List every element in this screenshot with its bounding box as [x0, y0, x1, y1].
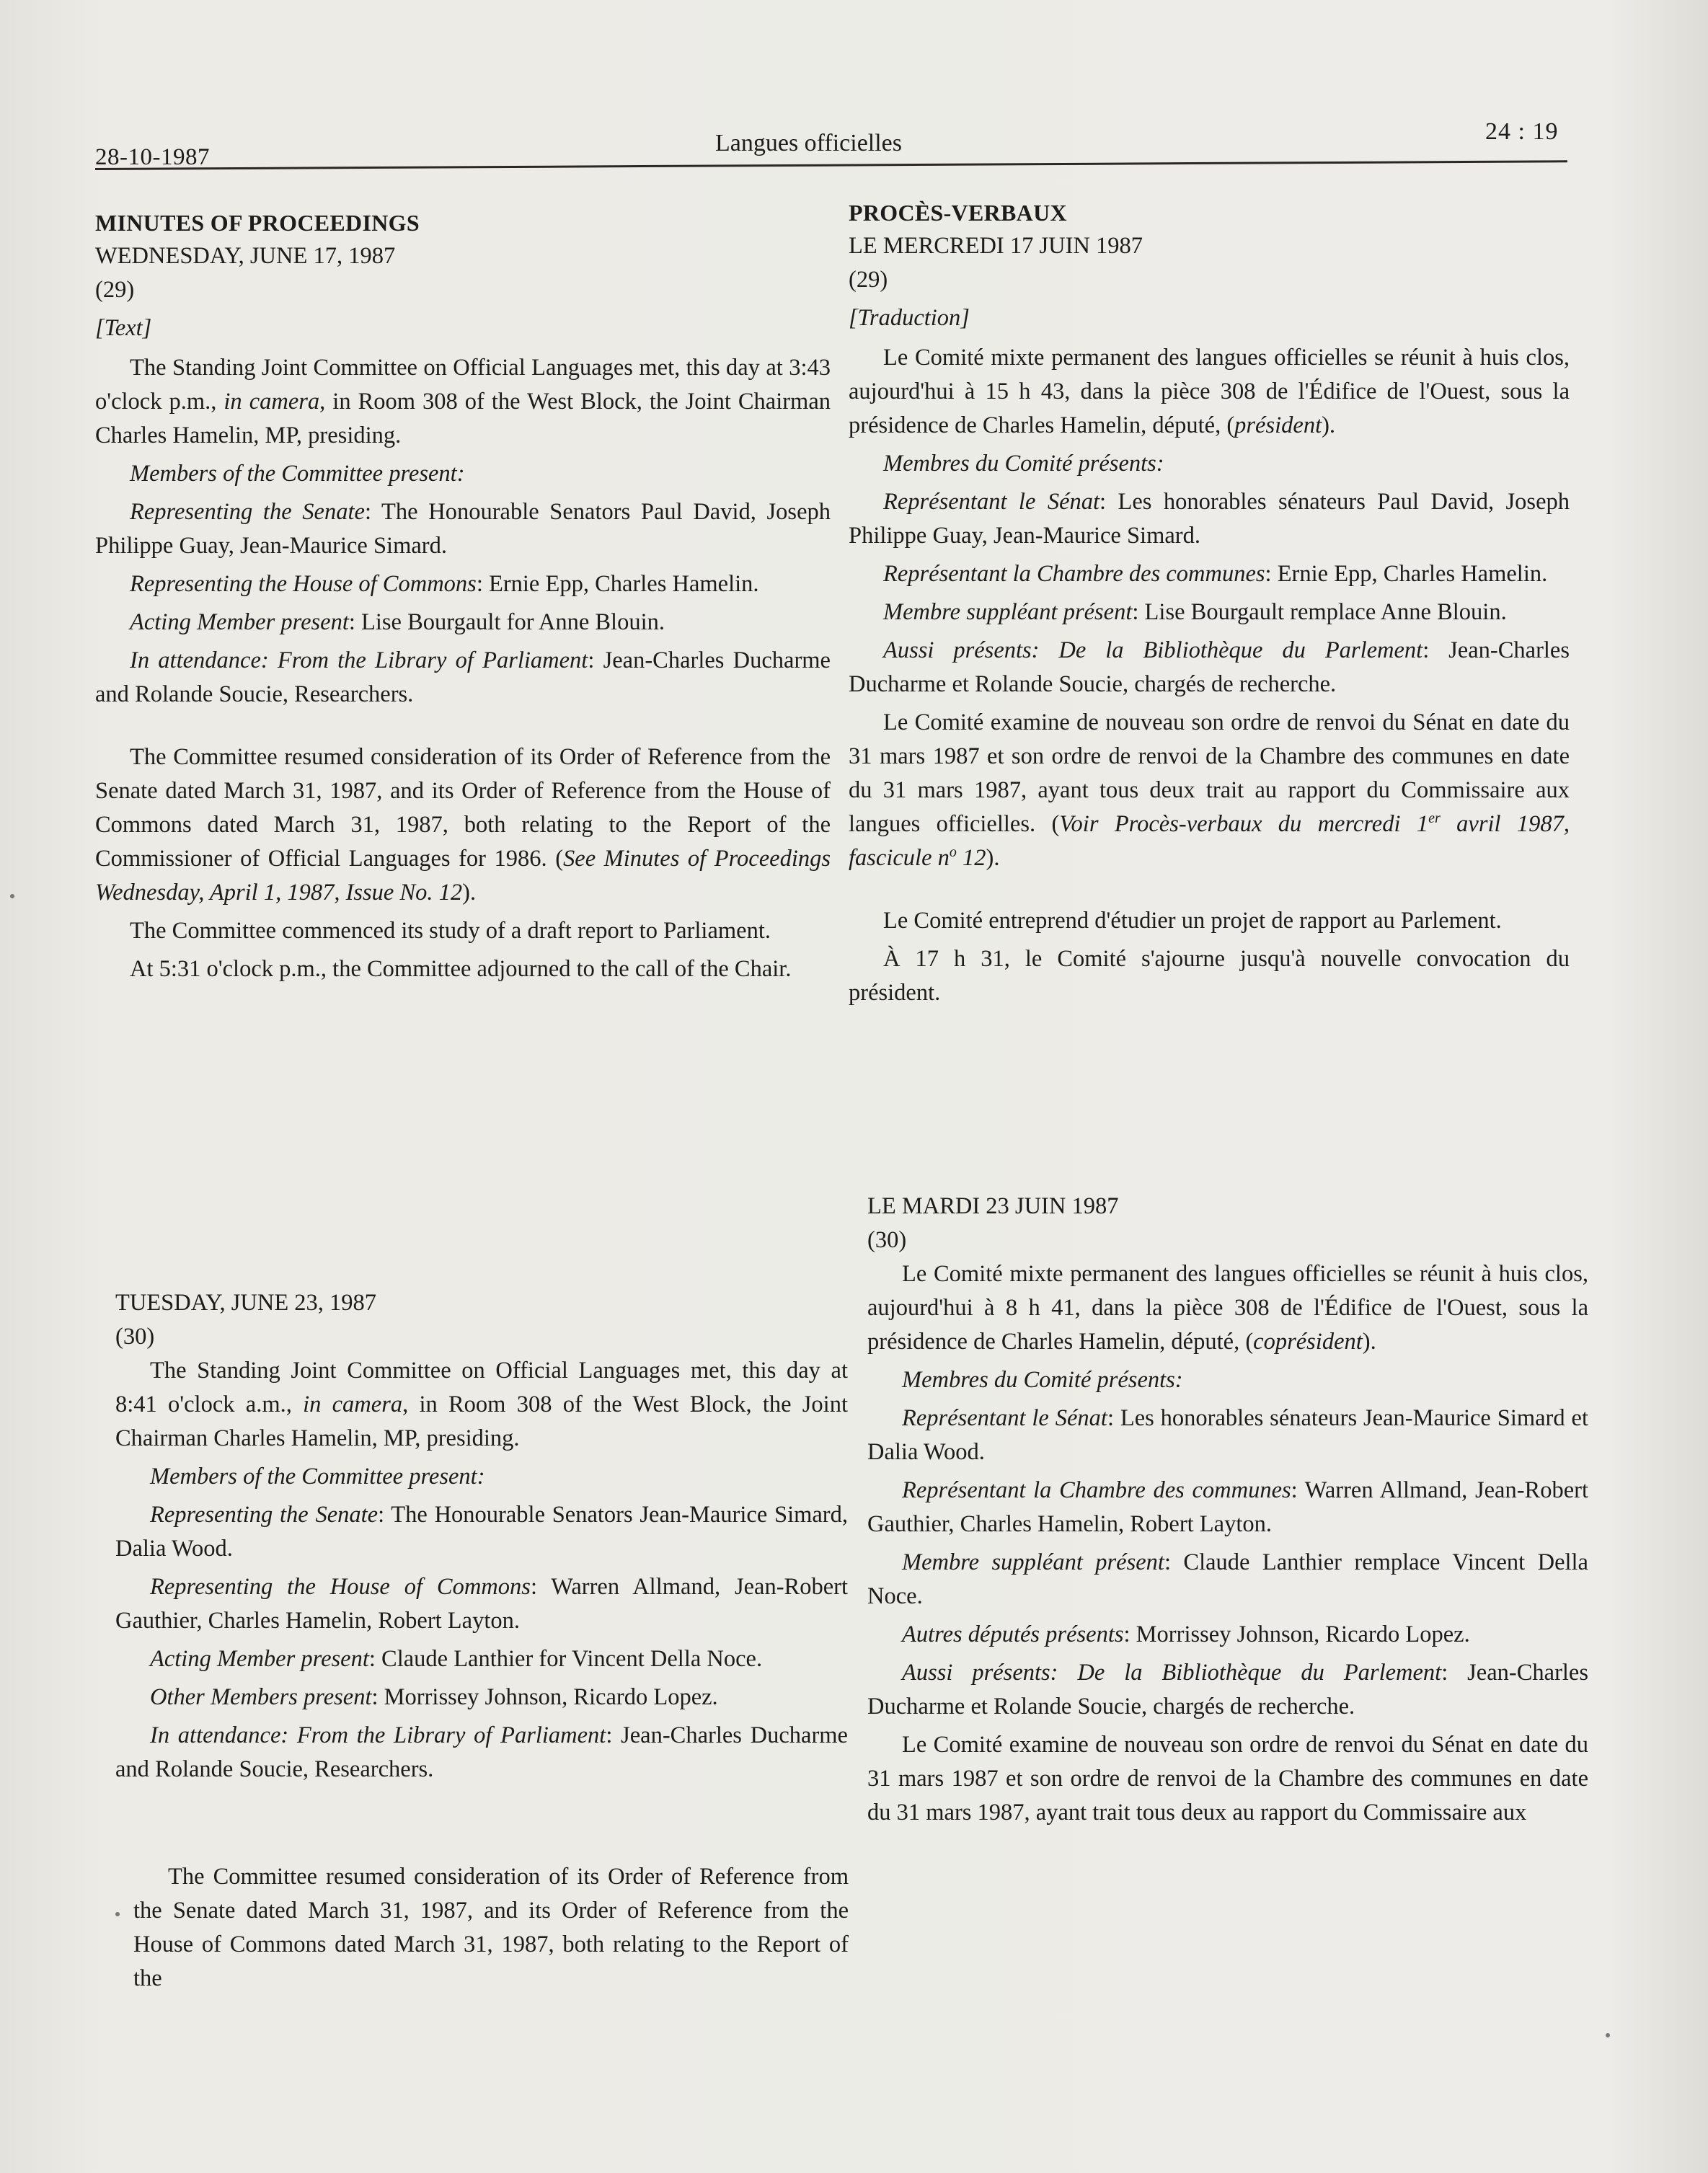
- en-m2-p1-a: The Standing Joint Committee on Official Languages met, this day at 8:41 o'clock a.m.,: [115, 1358, 848, 1417]
- fr-m1-p2-b: Voir Procès-verbaux du mercredi 1: [1059, 811, 1429, 837]
- spacer: [849, 880, 1570, 904]
- english-heading: MINUTES OF PROCEEDINGS: [95, 210, 420, 236]
- fr-m2-acting: [867, 1546, 1588, 1614]
- fr-m1-attendance: [849, 634, 1570, 702]
- en-m1-senate: [95, 495, 831, 563]
- en-m2-house: [115, 1570, 848, 1638]
- en-m1-acting-names: : Lise Bourgault for Anne Blouin.: [348, 609, 665, 635]
- fr-m1-resumed: [849, 706, 1570, 875]
- en-meeting-29-opening: [95, 351, 831, 453]
- en-m1-p2-a: The Committee resumed consideration of its Order of Reference from the Senate dated March 31, 1987, and its Order of Reference from the House of Commons dated March 31, 1987, both relating to the Report of the Commissioner of Official Languages for 1986. (: [95, 744, 831, 872]
- fr-translation-tag-label: [Traduction]: [849, 305, 970, 331]
- fr-m1-house-label: Représentant la Chambre des communes: [883, 561, 1265, 587]
- en-m1-study: The Committee commenced its study of a draft report to Parliament.: [130, 918, 771, 944]
- fr-translation-tag: [849, 301, 1570, 335]
- en-text-tag: [95, 311, 831, 345]
- fr-m2-house: [867, 1474, 1588, 1541]
- fr-meeting-30-date: LE MARDI 23 JUIN 1987: [867, 1193, 1119, 1219]
- fr-m2-att-label: Aussi présents: [902, 1660, 1050, 1686]
- en-m2-att-names: : Jean-Charles Ducharme and Rolande Soucie, Researchers.: [115, 1722, 848, 1782]
- en-m1-p2-c: ).: [462, 880, 477, 906]
- en-m2-house-names: : Warren Allmand, Jean-Robert Gauthier, Charles Hamelin, Robert Layton.: [115, 1574, 848, 1634]
- fr-m1-study: Le Comité entreprend d'étudier un projet de rapport au Parlement.: [883, 908, 1502, 934]
- en-m2-members-heading: Members of the Committee present:: [150, 1464, 485, 1490]
- fr-m2-p1-c: ).: [1362, 1329, 1376, 1355]
- en-m1-house-names: : Ernie Epp, Charles Hamelin.: [476, 571, 759, 597]
- en-m1-p1-b: in camera: [224, 389, 320, 415]
- en-meeting-30-date: TUESDAY, JUNE 23, 1987: [115, 1290, 377, 1316]
- french-column-tuesday: [867, 1190, 1588, 1834]
- fr-m1-p2-c: avril 1987, fascicule n: [849, 811, 1570, 871]
- en-m1-house: [95, 567, 831, 601]
- en-m2-att-source: : From the Library of Parliament: [280, 1722, 606, 1748]
- fr-m2-attendance: [867, 1656, 1588, 1724]
- header-page-number: 24 : 19: [1485, 118, 1559, 145]
- en-m2-other-label: Other Members present: [150, 1684, 372, 1710]
- en-m1-senate-names: : The Honourable Senators Paul David, Joseph Philippe Guay, Jean-Maurice Simard.: [95, 499, 831, 559]
- fr-m2-other-label: Autres députés présents: [902, 1621, 1124, 1647]
- en-meeting-30-opening: [115, 1354, 848, 1456]
- en-text-tag-label: [Text]: [95, 315, 152, 341]
- fr-m1-p2-sup2: o: [949, 844, 957, 861]
- english-column-tuesday: [115, 1286, 848, 1791]
- fr-m2-other-names: : Morrissey Johnson, Ricardo Lopez.: [1123, 1621, 1470, 1647]
- fr-m1-senate-names: : Les honorables sénateurs Paul David, Joseph Philippe Guay, Jean-Maurice Simard.: [849, 489, 1570, 549]
- en-meeting-29-date: WEDNESDAY, JUNE 17, 1987: [95, 243, 396, 269]
- spacer: [95, 716, 831, 740]
- fr-meeting-29-date: LE MERCREDI 17 JUIN 1987: [849, 233, 1143, 259]
- fr-m1-p1-a: Le Comité mixte permanent des langues officielles se réunit à huis clos, aujourd'hui à 15 h 43, dans la pièce 308 de l'Édifice de l'Ouest, sous la présidence de Charles Hamelin, député, (: [849, 345, 1570, 438]
- en-m1-p1-c: , in Room 308 of the West Block, the Joint Chairman Charles Hamelin, MP, presiding.: [95, 389, 831, 448]
- en-m1-p2-b: See Minutes of Proceedings Wednesday, April 1, 1987, Issue No. 12: [95, 846, 831, 906]
- en-m1-att-names: : Jean-Charles Ducharme and Rolande Soucie, Researchers.: [95, 647, 831, 707]
- fr-m2-senate-label: Représentant le Sénat: [902, 1405, 1107, 1431]
- en-m2-p1-b: in camera: [303, 1391, 403, 1417]
- english-column-continued: [133, 1860, 849, 2000]
- en-m2-attendance: [115, 1719, 848, 1787]
- en-m1-att-source: : From the Library of Parliament: [260, 647, 588, 673]
- en-m2-resumed: The Committee resumed consideration of its Order of Reference from the Senate dated March 31, 1987, and its Order of Reference from the House of Commons dated March 31, 1987, both relating to the Report of the: [133, 1864, 849, 1991]
- fr-m2-acting-names: : Claude Lanthier remplace Vincent Della Noce.: [867, 1549, 1588, 1609]
- en-m2-acting-label: Acting Member present: [150, 1646, 369, 1672]
- en-m1-resumed: [95, 740, 831, 910]
- en-m2-other: [115, 1681, 848, 1714]
- scan-speck: [115, 1912, 120, 1916]
- fr-meeting-29-opening: [849, 341, 1570, 443]
- en-m2-acting-names: : Claude Lanthier for Vincent Della Noce.: [368, 1646, 763, 1672]
- fr-m2-house-names: : Warren Allmand, Jean-Robert Gauthier, Charles Hamelin, Robert Layton.: [867, 1477, 1588, 1537]
- en-m1-attendance: [95, 644, 831, 712]
- fr-m1-adjourned: À 17 h 31, le Comité s'ajourne jusqu'à nouvelle convocation du président.: [849, 946, 1570, 1006]
- fr-meeting-29-number: (29): [849, 267, 888, 293]
- fr-m2-resumed: Le Comité examine de nouveau son ordre de renvoi du Sénat en date du 31 mars 1987 et son ordre de renvoi de la Chambre des communes en date du 31 mars 1987, ayant trait tous deux au rapport du Commissaire aux: [867, 1732, 1588, 1825]
- fr-m2-senate-names: : Les honorables sénateurs Jean-Maurice Simard et Dalia Wood.: [867, 1405, 1588, 1465]
- fr-meeting-30-number: (30): [867, 1227, 907, 1253]
- fr-m1-acting-names: : Lise Bourgault remplace Anne Blouin.: [1132, 599, 1507, 625]
- fr-m1-acting-label: Membre suppléant présent: [883, 599, 1133, 625]
- fr-m2-p1-a: Le Comité mixte permanent des langues officielles se réunit à huis clos, aujourd'hui à 8 h 41, dans la pièce 308 de l'Édifice de l'Ouest, sous la présidence de Charles Hamelin, député, (: [867, 1261, 1588, 1355]
- en-m1-house-label: Representing the House of Commons: [130, 571, 477, 597]
- fr-m1-members-heading: Membres du Comité présents:: [883, 451, 1164, 477]
- fr-m1-senate: [849, 485, 1570, 553]
- fr-m1-att-names: : Jean-Charles Ducharme et Rolande Soucie, chargés de recherche.: [849, 637, 1570, 697]
- en-m2-house-label: Representing the House of Commons: [150, 1574, 531, 1600]
- fr-m2-att-source: : De la Bibliothèque du Parlement: [1050, 1660, 1442, 1686]
- en-meeting-30-number: (30): [115, 1324, 155, 1350]
- fr-m1-att-source: : De la Bibliothèque du Parlement: [1031, 637, 1423, 663]
- en-m2-senate-names: : The Honourable Senators Jean-Maurice Simard, Dalia Wood.: [115, 1502, 848, 1562]
- en-m1-adjourned: At 5:31 o'clock p.m., the Committee adjourned to the call of the Chair.: [130, 956, 792, 982]
- fr-m2-p1-b: coprésident: [1253, 1329, 1363, 1355]
- en-m2-acting: [115, 1642, 848, 1676]
- en-m1-att-label: In attendance: [130, 647, 261, 673]
- header-title: Langues officielles: [715, 130, 903, 156]
- fr-m2-house-label: Représentant la Chambre des communes: [902, 1477, 1291, 1503]
- en-m1-p1-a: The Standing Joint Committee on Official Languages met, this day at 3:43 o'clock p.m.,: [95, 355, 831, 415]
- en-m2-att-label: In attendance: [150, 1722, 281, 1748]
- scan-speck: [10, 894, 14, 898]
- fr-m1-acting: [849, 596, 1570, 629]
- fr-m2-att-names: : Jean-Charles Ducharme et Rolande Soucie, chargés de recherche.: [867, 1660, 1588, 1720]
- fr-m2-senate: [867, 1402, 1588, 1469]
- en-m1-acting-label: Acting Member present: [130, 609, 349, 635]
- en-m1-acting: [95, 606, 831, 639]
- fr-m2-other: [867, 1618, 1588, 1652]
- french-heading: PROCÈS-VERBAUX: [849, 200, 1067, 226]
- french-column: [849, 196, 1570, 1014]
- fr-m2-acting-label: Membre suppléant présent: [902, 1549, 1164, 1575]
- en-m1-members-heading: Members of the Committee present:: [130, 461, 465, 487]
- fr-m1-p1-b: président: [1234, 412, 1322, 438]
- fr-m1-p2-sup1: er: [1428, 810, 1441, 827]
- fr-m1-p1-c: ).: [1322, 412, 1336, 438]
- english-column: [95, 206, 831, 991]
- en-m2-senate-label: Representing the Senate: [150, 1502, 379, 1528]
- scan-speck: [1606, 2033, 1610, 2037]
- fr-m1-p2-e: ).: [986, 845, 1000, 871]
- fr-m1-p2-d: 12: [956, 845, 986, 871]
- fr-m1-p2-a: Le Comité examine de nouveau son ordre de renvoi du Sénat en date du 31 mars 1987 et son ordre de renvoi de la Chambre des communes en date du 31 mars 1987, ayant tous deux trait au rapport du Commissaire aux langues officielles. (: [849, 709, 1570, 837]
- fr-m1-house-names: : Ernie Epp, Charles Hamelin.: [1265, 561, 1548, 587]
- header-date: 28-10-1987: [95, 144, 210, 170]
- fr-m1-senate-label: Représentant le Sénat: [883, 489, 1100, 515]
- en-m2-other-names: : Morrissey Johnson, Ricardo Lopez.: [371, 1684, 718, 1710]
- en-m1-senate-label: Representing the Senate: [130, 499, 365, 525]
- fr-m1-house: [849, 557, 1570, 591]
- fr-m2-members-heading: Membres du Comité présents:: [902, 1367, 1183, 1393]
- header-rule: [95, 160, 1567, 170]
- en-meeting-29-number: (29): [95, 277, 135, 303]
- en-m2-p1-c: , in Room 308 of the West Block, the Joint Chairman Charles Hamelin, MP, presiding.: [115, 1391, 848, 1451]
- fr-m1-att-label: Aussi présents: [883, 637, 1032, 663]
- en-m2-senate: [115, 1498, 848, 1566]
- fr-meeting-30-opening: [867, 1257, 1588, 1359]
